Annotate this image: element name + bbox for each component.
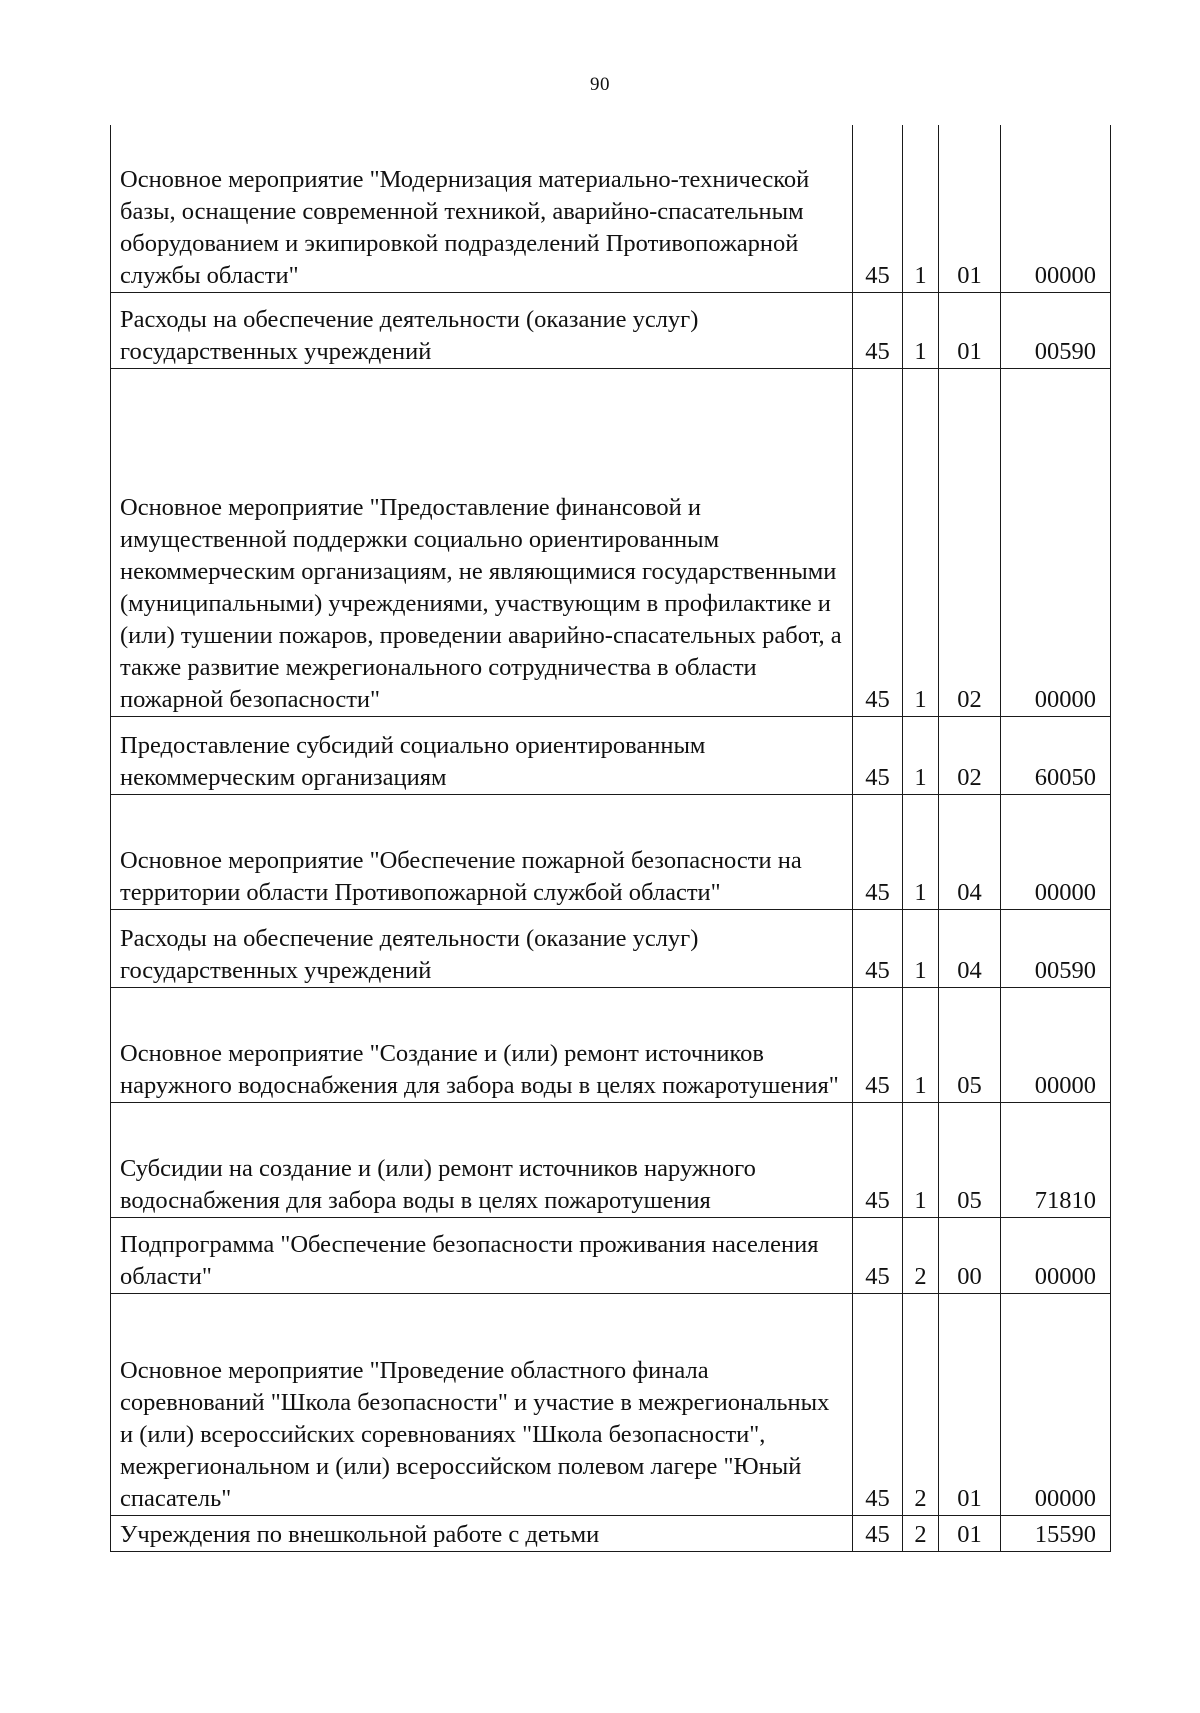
- direction-code: 00000: [1001, 794, 1111, 909]
- direction-code: 00590: [1001, 909, 1111, 987]
- table-row: [111, 1293, 1111, 1515]
- row-description-text: Учреждения по внешкольной работе с детьми: [120, 1520, 600, 1548]
- subprogram-code: 1: [903, 292, 939, 368]
- row-description: [111, 987, 853, 1102]
- program-code: 45: [853, 368, 903, 716]
- subprogram-code: 2: [903, 1293, 939, 1515]
- subprogram-code: 2: [903, 1515, 939, 1551]
- subprogram-code: 1: [903, 794, 939, 909]
- direction-code: 00000: [1001, 125, 1111, 292]
- subprogram-code: 1: [903, 1102, 939, 1217]
- direction-code: 00000: [1001, 987, 1111, 1102]
- program-code: 45: [853, 1102, 903, 1217]
- table-row: [111, 368, 1111, 716]
- subprogram-code: 2: [903, 1217, 939, 1293]
- row-description: [111, 292, 853, 368]
- subprogram-code: 1: [903, 125, 939, 292]
- direction-code: 00000: [1001, 1293, 1111, 1515]
- row-description-text: Расходы на обеспечение деятельности (оказание услуг) государственных учреждений: [120, 924, 699, 984]
- budget-classification-table: [110, 125, 1111, 1552]
- row-description: [111, 1102, 853, 1217]
- row-description-text: Основное мероприятие "Предоставление финансовой и имущественной поддержки социально ориентированным некоммерческим организациям, не являющимися государственными (муниципальными) учреждениями, участвующим в профилактике и (или) тушении пожаров, проведении аварийно-спасательных работ, а также развитие межрегионального сотрудничества в области пожарной безопасности": [120, 493, 842, 713]
- program-code: 45: [853, 794, 903, 909]
- program-code: 45: [853, 716, 903, 794]
- activity-code: 05: [939, 1102, 1001, 1217]
- activity-code: 04: [939, 909, 1001, 987]
- activity-code: 01: [939, 292, 1001, 368]
- row-description-text: Основное мероприятие "Создание и (или) ремонт источников наружного водоснабжения для забора воды в целях пожаротушения": [120, 1039, 839, 1099]
- table-row: [111, 716, 1111, 794]
- table-row: [111, 292, 1111, 368]
- table-row: [111, 1217, 1111, 1293]
- row-description-text: Подпрограмма "Обеспечение безопасности проживания населения области": [120, 1230, 819, 1290]
- subprogram-code: 1: [903, 368, 939, 716]
- program-code: 45: [853, 1217, 903, 1293]
- activity-code: 05: [939, 987, 1001, 1102]
- direction-code: 60050: [1001, 716, 1111, 794]
- row-description-text: Субсидии на создание и (или) ремонт источников наружного водоснабжения для забора воды в целях пожаротушения: [120, 1154, 756, 1214]
- row-description-text: Основное мероприятие "Модернизация материально-технической базы, оснащение современной техникой, аварийно-спасательным оборудованием и экипировкой подразделений Противопожарной службы области": [120, 165, 810, 289]
- program-code: 45: [853, 987, 903, 1102]
- program-code: 45: [853, 909, 903, 987]
- row-description-text: Основное мероприятие "Проведение областного финала соревнований "Школа безопасности" и участие в межрегиональных и (или) всероссийских соревнованиях "Школа безопасности", межрегиональном и (или) всероссийском полевом лагере "Юный спасатель": [120, 1356, 830, 1512]
- activity-code: 04: [939, 794, 1001, 909]
- direction-code: 00000: [1001, 1217, 1111, 1293]
- program-code: 45: [853, 1293, 903, 1515]
- page-number: 90: [590, 74, 610, 95]
- row-description: [111, 909, 853, 987]
- activity-code: 02: [939, 368, 1001, 716]
- table-row: [111, 909, 1111, 987]
- table-row: [111, 1102, 1111, 1217]
- activity-code: 01: [939, 1515, 1001, 1551]
- table-row: [111, 987, 1111, 1102]
- row-description: [111, 1293, 853, 1515]
- subprogram-code: 1: [903, 987, 939, 1102]
- direction-code: 15590: [1001, 1515, 1111, 1551]
- activity-code: 02: [939, 716, 1001, 794]
- direction-code: 71810: [1001, 1102, 1111, 1217]
- table-row: [111, 125, 1111, 292]
- table-row: [111, 1515, 1111, 1551]
- program-code: 45: [853, 125, 903, 292]
- row-description: [111, 1515, 853, 1551]
- row-description: [111, 125, 853, 292]
- row-description: [111, 1217, 853, 1293]
- row-description-text: Предоставление субсидий социально ориентированным некоммерческим организациям: [120, 731, 706, 791]
- activity-code: 00: [939, 1217, 1001, 1293]
- subprogram-code: 1: [903, 716, 939, 794]
- direction-code: 00000: [1001, 368, 1111, 716]
- row-description: [111, 794, 853, 909]
- direction-code: 00590: [1001, 292, 1111, 368]
- row-description: [111, 368, 853, 716]
- activity-code: 01: [939, 125, 1001, 292]
- activity-code: 01: [939, 1293, 1001, 1515]
- row-description-text: Основное мероприятие "Обеспечение пожарной безопасности на территории области Противопожарной службой области": [120, 846, 802, 906]
- row-description-text: Расходы на обеспечение деятельности (оказание услуг) государственных учреждений: [120, 305, 699, 365]
- program-code: 45: [853, 292, 903, 368]
- subprogram-code: 1: [903, 909, 939, 987]
- row-description: [111, 716, 853, 794]
- program-code: 45: [853, 1515, 903, 1551]
- table-row: [111, 794, 1111, 909]
